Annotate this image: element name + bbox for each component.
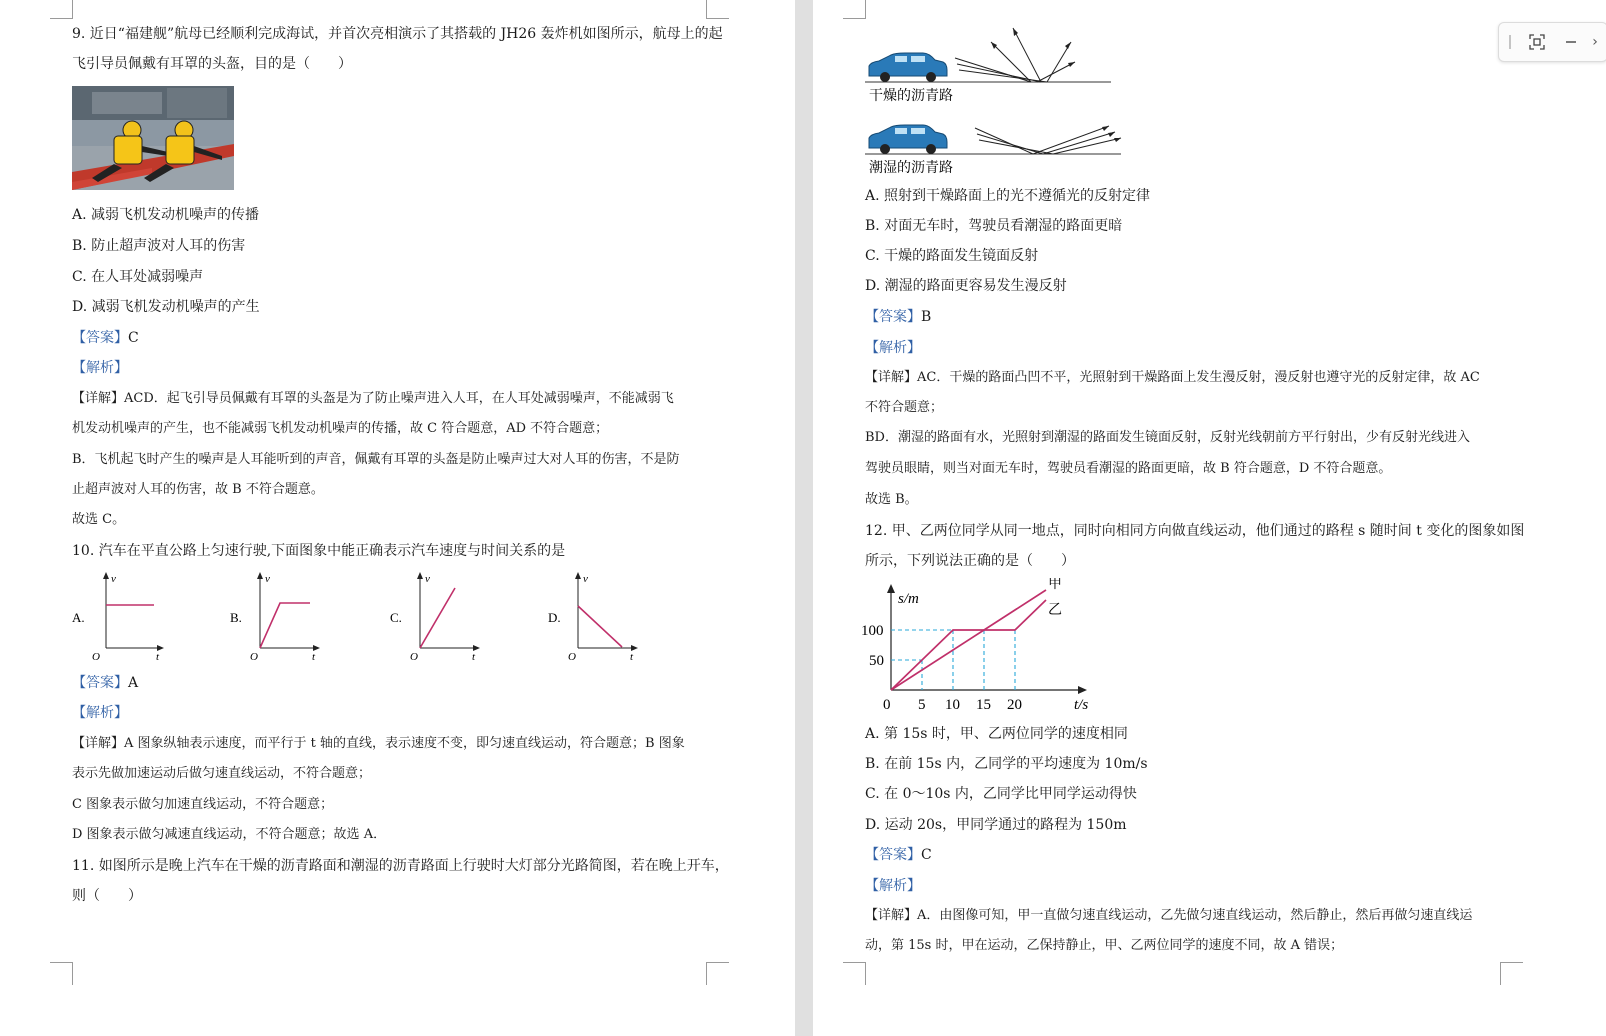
q11-detail-line5: 故选 B。 — [865, 492, 918, 507]
answer-tag: 【答案】 — [865, 309, 921, 325]
car-icon — [869, 53, 947, 82]
answer-tag: 【答案】 — [865, 847, 921, 863]
car-icon — [869, 125, 947, 154]
q11-analysis-tag: 【解析】 — [865, 340, 921, 356]
graph-axis-v: v — [583, 573, 588, 585]
q9-detail-line2: 机发动机噪声的产生，也不能减弱飞机发动机噪声的传播，故 C 符合题意，AD 不符合题意； — [72, 421, 609, 436]
y-tick-label: 100 — [861, 623, 884, 639]
q10-detail-line4: D 图象表示做匀减速直线运动，不符合题意；故选 A． — [72, 827, 387, 842]
answer-tag: 【答案】 — [72, 330, 128, 346]
document-page-left — [0, 0, 795, 1036]
q11-answer — [865, 307, 931, 327]
q9-detail-line5: 故选 C。 — [72, 512, 126, 527]
q9-stem-line2: 飞引导员佩戴有耳罩的头盔，目的是（ ） — [72, 56, 352, 72]
q11-stem-line1: 11. 如图所示是晚上汽车在干燥的沥青路面和潮湿的沥青路面上行驶时大灯部分光路简图，若在晚上开车， — [72, 858, 729, 874]
minimize-icon[interactable] — [1559, 30, 1583, 54]
graph-origin: O — [92, 651, 100, 663]
x-axis-arrow — [1078, 686, 1087, 694]
answer-value: C — [921, 847, 932, 863]
q9-option-b: B. 防止超声波对人耳的伤害 — [72, 238, 246, 254]
series-label-yi: 乙 — [1048, 603, 1062, 618]
q10-graph-c — [388, 570, 488, 665]
crop-frame-icon[interactable] — [1525, 30, 1549, 54]
q11-detail-line3: BD．潮湿的路面有水，光照射到潮湿的路面发生镜面反射，反射光线朝前方平行射出，少有反射光线进入 — [865, 430, 1470, 445]
q10-answer — [72, 673, 138, 693]
q12-option-a: A. 第 15s 时，甲、乙两位同学的速度相同 — [865, 726, 1128, 742]
x-tick-label: 10 — [945, 697, 960, 713]
q12-option-b: B. 在前 15s 内，乙同学的平均速度为 10m/s — [865, 756, 1148, 772]
series-label-jia: 甲 — [1048, 578, 1062, 592]
q12-detail-line2: 动，第 15s 时，甲在运动，乙保持静止，甲、乙两位同学的速度不同，故 A 错误； — [865, 938, 1344, 953]
q11-option-c: C. 干燥的路面发生镜面反射 — [865, 248, 1039, 264]
dry-road-caption: 干燥的沥青路 — [869, 89, 953, 104]
q11-detail-line4: 驾驶员眼睛，则当对面无车时，驾驶员看潮湿的路面更暗，故 B 符合题意，D 不符合题意。 — [865, 461, 1392, 476]
graph-axis-v: v — [425, 573, 430, 585]
answer-value: A — [128, 675, 139, 691]
answer-value: B — [921, 309, 932, 325]
q9-option-d: D. 减弱飞机发动机噪声的产生 — [72, 299, 260, 315]
q12-option-d: D. 运动 20s，甲同学通过的路程为 150m — [865, 817, 1127, 833]
graph-origin: O — [410, 651, 418, 663]
document-page-right — [813, 0, 1606, 1036]
q9-detail-line4: 止超声波对人耳的伤害，故 B 不符合题意。 — [72, 482, 324, 497]
graph-axis-t: t — [472, 651, 476, 663]
q11-detail-line2: 不符合题意； — [865, 400, 944, 415]
q12-analysis-tag: 【解析】 — [865, 878, 921, 894]
q10-stem: 10. 汽车在平直公路上匀速行驶,下面图象中能正确表示汽车速度与时间关系的是 — [72, 543, 566, 559]
q11-option-d: D. 潮湿的路面更容易发生漫反射 — [865, 278, 1067, 294]
q9-option-a: A. 减弱飞机发动机噪声的传播 — [72, 207, 260, 223]
q12-stem-line1: 12. 甲、乙两位同学从同一地点，同时向相同方向做直线运动，他们通过的路程 s 随时间 t 变化的图象如图 — [865, 523, 1525, 539]
q9-detail-line3: B．飞机起飞时产生的噪声是人耳能听到的声音，佩戴有耳罩的头盔是防止噪声过大对人耳的伤害，不是防 — [72, 452, 680, 467]
x-tick-label: 5 — [918, 697, 926, 713]
graph-origin: O — [250, 651, 258, 663]
crop-mark — [50, 962, 73, 985]
graph-axis-v: v — [111, 573, 116, 585]
y-axis-arrow — [887, 584, 895, 593]
q11-option-b: B. 对面无车时，驾驶员看潮湿的路面更暗 — [865, 218, 1123, 234]
graph-axis-v: v — [265, 573, 270, 585]
crop-mark — [1500, 962, 1523, 985]
carrier-deck-photo — [72, 86, 234, 190]
q9-stem-line1: 9. 近日“福建舰”航母已经顺利完成海试，并首次亮相演示了其搭载的 JH26 轰炸机如图所示，航母上的起 — [72, 26, 723, 42]
series-line-yi — [891, 600, 1046, 690]
q10-graph-d — [546, 570, 646, 665]
dry-road-figure — [865, 24, 1125, 106]
y-axis-label: s/m — [898, 591, 919, 607]
q10-graph-a — [70, 570, 170, 665]
q12-answer — [865, 845, 932, 865]
graph-origin: O — [568, 651, 576, 663]
crop-mark — [706, 0, 729, 19]
crop-mark — [706, 962, 729, 985]
q9-option-c: C. 在人耳处减弱噪声 — [72, 269, 204, 285]
crop-mark — [843, 962, 866, 985]
page-gutter — [795, 0, 813, 1036]
q9-detail-line1: 【详解】ACD．起飞引导员佩戴有耳罩的头盔是为了防止噪声进入人耳，在人耳处减弱噪声，不能减弱飞 — [72, 391, 674, 406]
q10-detail-line3: C 图象表示做匀加速直线运动，不符合题意； — [72, 797, 334, 812]
toolbar-more-button[interactable]: › — [1592, 34, 1598, 50]
crop-mark — [843, 0, 866, 19]
graph-axis-t: t — [312, 651, 316, 663]
wet-road-caption: 潮湿的沥青路 — [869, 161, 953, 176]
q10-detail-line2: 表示先做加速运动后做匀速直线运动，不符合题意； — [72, 766, 372, 781]
graph-option-label: A. — [72, 610, 85, 625]
q11-detail-line1: 【详解】AC．干燥的路面凸凹不平，光照射到干燥路面上发生漫反射，漫反射也遵守光的反射定律，故 AC — [865, 370, 1480, 385]
q11-stem-line2: 则（ ） — [72, 888, 142, 904]
graph-option-label: D. — [548, 610, 561, 625]
y-tick-label: 50 — [869, 653, 884, 669]
q10-detail-line1: 【详解】A 图象纵轴表示速度，而平行于 t 轴的直线，表示速度不变，即匀速直线运动，符合题意；B 图象 — [72, 736, 685, 751]
graph-axis-t: t — [156, 651, 160, 663]
answer-value: C — [128, 330, 139, 346]
x-tick-label: 20 — [1007, 697, 1022, 713]
q12-option-c: C. 在 0～10s 内，乙同学比甲同学运动得快 — [865, 786, 1137, 802]
q9-analysis-tag: 【解析】 — [72, 360, 128, 376]
graph-option-label: C. — [390, 610, 402, 625]
x-tick-label: 0 — [883, 697, 891, 713]
x-tick-label: 15 — [976, 697, 991, 713]
q12-stem-line2: 所示，下列说法正确的是（ ） — [865, 553, 1075, 569]
graph-axis-t: t — [630, 651, 634, 663]
q10-analysis-tag: 【解析】 — [72, 705, 128, 721]
s-t-chart — [857, 578, 1107, 716]
toolbar-drag-handle[interactable] — [1509, 35, 1511, 49]
floating-toolbar — [1498, 22, 1606, 62]
graph-option-label: B. — [230, 610, 242, 625]
q12-detail-line1: 【详解】A．由图像可知，甲一直做匀速直线运动，乙先做匀速直线运动，然后静止，然后再做匀速直线运 — [865, 908, 1473, 923]
crop-mark — [50, 0, 73, 19]
q11-option-a: A. 照射到干燥路面上的光不遵循光的反射定律 — [865, 188, 1151, 204]
answer-tag: 【答案】 — [72, 675, 128, 691]
x-axis-label: t/s — [1074, 697, 1089, 713]
wet-road-figure — [865, 114, 1135, 180]
q9-answer — [72, 328, 139, 348]
q10-graph-b — [228, 570, 328, 665]
